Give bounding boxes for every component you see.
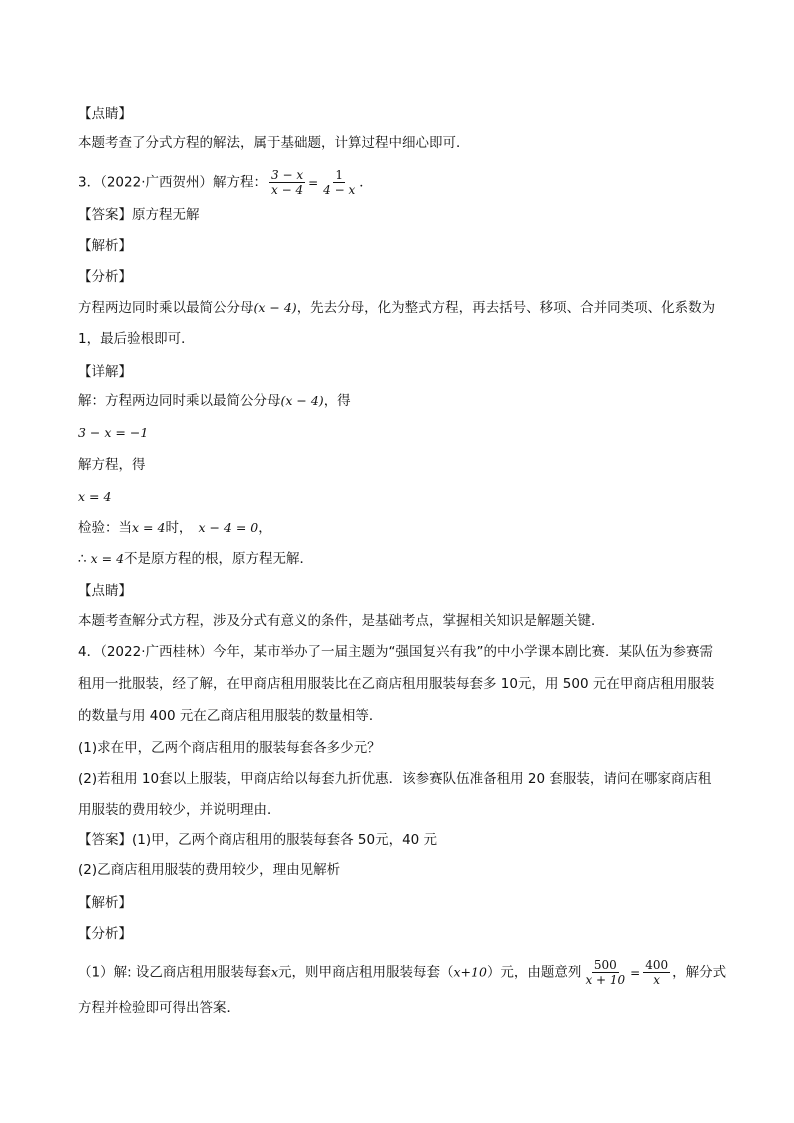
q4-fraction-1-denominator: x + 10: [585, 973, 626, 987]
conclusion-line: [78, 549, 313, 569]
check-math-2: x − 4 = 0: [198, 520, 259, 535]
therefore-symbol: ∴: [78, 551, 87, 567]
fraction-rhs-numerator: 1: [335, 168, 344, 182]
check-math-1: x = 4: [132, 520, 166, 535]
conclusion-text: 不是原方程的根，原方程无解．: [124, 551, 314, 567]
equals-sign: =: [308, 175, 319, 190]
q4-analysis-line-2: 方程并检验即可得出答案．: [78, 1000, 240, 1016]
q4-fraction-2-denominator: x: [653, 973, 661, 987]
q4-equals-sign: =: [630, 965, 641, 980]
question-3-prefix: 3．（2022·广西贺州）解方程：: [78, 174, 267, 191]
solution-text: 解：方程两边同时乘以最简公分母: [78, 393, 281, 409]
section-heading-fenxi: 【分析】: [78, 269, 132, 285]
q4-fraction-2: [643, 958, 670, 987]
q4-answer-label: 【答案】: [78, 832, 132, 848]
solution-line-1: [78, 391, 351, 411]
analysis-text-cont: ，先去分母，化为整式方程，再去括号、移项、合并同类项、化系数为: [296, 300, 716, 316]
conclusion-math: x = 4: [90, 551, 125, 566]
question-4-line-1: 4．（2022·广西桂林）今年，某市举办了一届主题为“强国复兴有我”的中小学课本剧比赛．某队伍为参赛需: [78, 644, 713, 660]
section-heading-fenxi-2: 【分析】: [78, 926, 132, 942]
q4-analysis-text-d: ，解分式: [672, 964, 727, 981]
q4-fraction-2-numerator: 400: [645, 958, 669, 972]
answer-label: 【答案】: [78, 207, 132, 223]
fraction-lhs-numerator: 3 − x: [271, 168, 304, 182]
question-4-line-3: 的数量与用 400 元在乙商店租用服装的数量相等．: [78, 708, 383, 724]
q4-analysis-x: x: [270, 964, 278, 980]
q4-answer-line-1: [78, 830, 437, 850]
analysis-line-2: 1，最后验根即可．: [78, 331, 195, 347]
check-text-cont: 时，: [165, 520, 193, 536]
answer-text: 原方程无解: [132, 207, 200, 223]
q4-analysis-line-1: [78, 958, 726, 987]
fraction-lhs: [269, 168, 305, 197]
check-line: [78, 518, 272, 538]
solution-line-2: 解方程，得: [78, 457, 146, 473]
answer-line: [78, 205, 200, 225]
q4-analysis-x10: x+10: [453, 964, 487, 980]
check-text: 检验：当: [78, 520, 132, 536]
dianjing-text-2: 本题考查解分式方程，涉及分式有意义的条件，是基础考点，掌握相关知识是解题关键．: [78, 613, 605, 629]
question-4-sub-2b: 用服装的费用较少，并说明理由．: [78, 802, 281, 818]
q4-analysis-text-b: 元，则甲商店租用服装每套（: [278, 964, 454, 981]
q4-fraction-1-numerator: 500: [593, 958, 617, 972]
analysis-math: (x − 4): [253, 300, 297, 315]
q4-analysis-text-c: ）元，由题意列: [486, 964, 582, 981]
fraction-lhs-denominator: x − 4: [271, 183, 304, 197]
fraction-rhs: [321, 168, 357, 197]
section-heading-dianjing-2: 【点睛】: [78, 583, 132, 599]
question-3-suffix: ．: [359, 174, 373, 191]
section-heading-xiangjie: 【详解】: [78, 364, 132, 380]
question-4-sub-1: (1)求在甲，乙两个商店租用的服装每套各多少元？: [78, 740, 381, 756]
analysis-line-1: [78, 298, 715, 318]
solution-text-cont: ，得: [323, 393, 351, 409]
q4-answer-line-2: (2)乙商店租用服装的费用较少，理由见解析: [78, 862, 341, 878]
analysis-text: 方程两边同时乘以最简公分母: [78, 300, 254, 316]
fraction-rhs-denominator: 4 − x: [323, 183, 356, 197]
q4-analysis-text: （1）解: 设乙商店租用服装每套: [78, 964, 271, 981]
q4-fraction-1: [583, 958, 627, 987]
section-heading-dianjing: 【点睛】: [78, 106, 132, 122]
question-4-sub-2a: (2)若租用 10套以上服装，甲商店给以每套九折优惠．该参赛队伍准备租用 20 套服装，请问在哪家商店租: [78, 771, 712, 787]
q4-answer-1: (1)甲，乙两个商店租用的服装每套各 50元，40 元: [132, 832, 438, 848]
equation-1: 3 − x = −1: [78, 425, 149, 440]
solution-math: (x − 4): [280, 393, 324, 408]
equation-2: x = 4: [78, 489, 112, 504]
dianjing-text: 本题考查了分式方程的解法，属于基础题，计算过程中细心即可．: [78, 135, 470, 151]
section-heading-jiexi: 【解析】: [78, 238, 132, 254]
question-3: [78, 168, 373, 197]
section-heading-jiexi-2: 【解析】: [78, 895, 132, 911]
question-4-line-2: 租用一批服装，经了解，在甲商店租用服装比在乙商店租用服装每套多 10元，用 500 元在甲商店租用服装: [78, 676, 715, 692]
check-text-end: ，: [258, 520, 272, 536]
